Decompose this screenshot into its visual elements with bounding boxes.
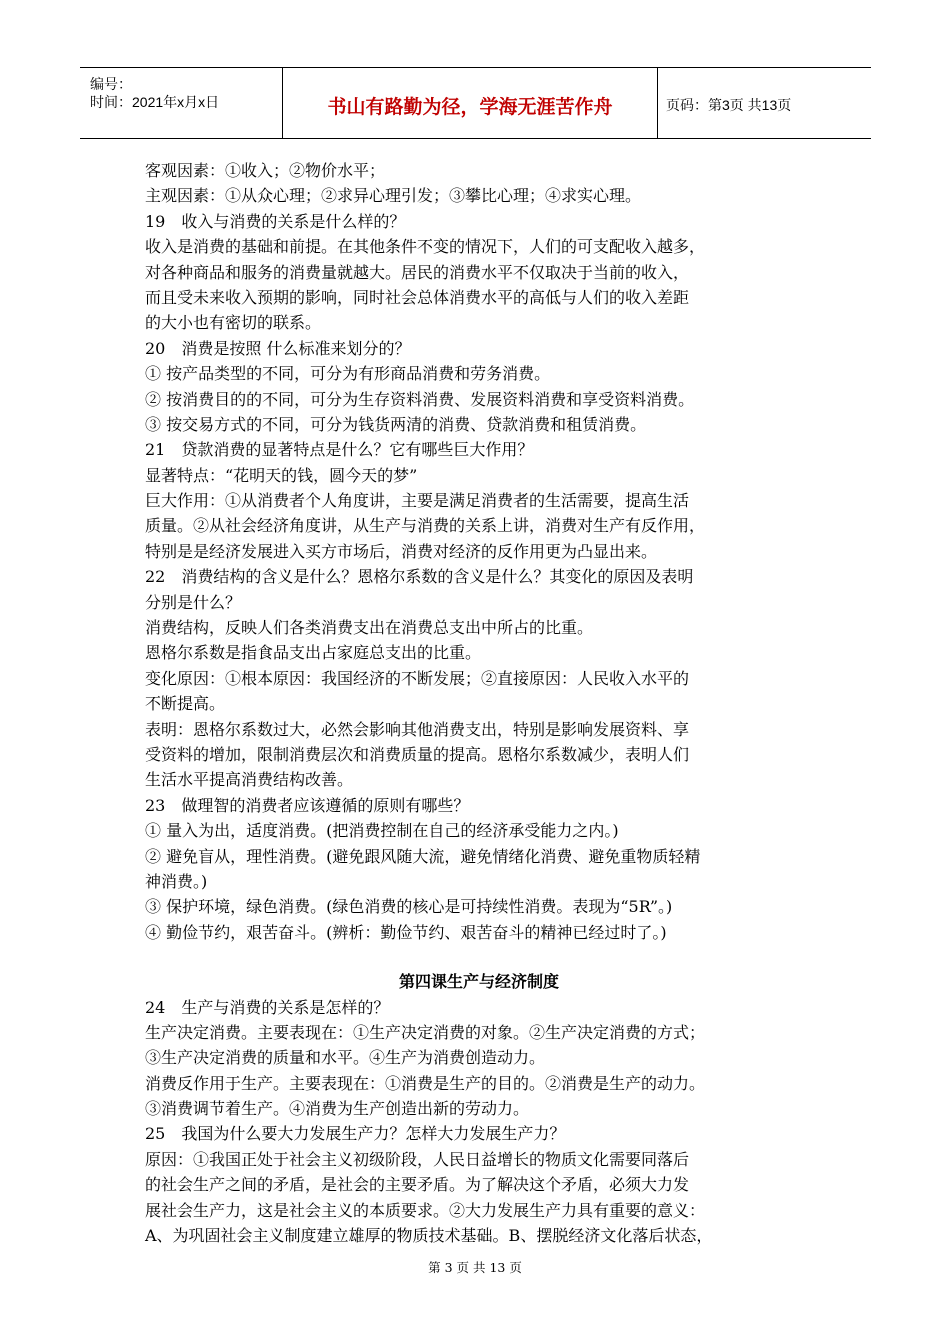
text-line: ③ 按交易方式的不同，可分为钱货两清的消费、贷款消费和租赁消费。 [145, 414, 647, 434]
text-line: A、为巩固社会主义制度建立雄厚的物质技术基础。B、摆脱经济文化落后状态， [145, 1226, 713, 1246]
text-line: ② 避免盲从，理性消费。(避免跟风随大流，避免情绪化消费、避免重物质轻精 [145, 846, 701, 866]
text-line: ① 按产品类型的不同，可分为有形商品消费和劳务消费。 [145, 364, 551, 384]
header-page-cell [658, 68, 871, 138]
text-line: 表明：恩格尔系数过大，必然会影响其他消费支出，特别是影响发展资料、享 [145, 719, 690, 739]
text-line: 客观因素：①收入；②物价水平； [145, 161, 386, 180]
header-page-info: 页码：第3页 共13页 [666, 97, 792, 113]
text-line: 收入是消费的基础和前提。在其他条件不变的情况下，人们的可支配收入越多， [145, 237, 706, 257]
text-line: 19 收入与消费的关系是什么样的？ [145, 211, 406, 231]
text-line: 原因：①我国正处于社会主义初级阶段，人民日益增长的物质文化需要同落后 [145, 1149, 690, 1169]
text-line: 对各种商品和服务的消费量就越大。居民的消费水平不仅取决于当前的收入， [145, 262, 690, 282]
text-line: ③消费调节着生产。④消费为生产创造出新的劳动力。 [145, 1099, 530, 1119]
text-line: 21 贷款消费的显著特点是什么？它有哪些巨大作用？ [145, 440, 534, 460]
text-line: ③ 保护环境，绿色消费。(绿色消费的核心是可持续性消费。表现为“5R”。) [145, 897, 673, 917]
text-line: 变化原因：①根本原因：我国经济的不断发展；②直接原因：人民收入水平的 [145, 668, 690, 688]
header-meta-cell [80, 68, 283, 138]
text-line: 特别是是经济发展进入买方市场后，消费对经济的反作用更为凸显出来。 [145, 541, 658, 561]
text-line: 22 消费结构的含义是什么？恩格尔系数的含义是什么？其变化的原因及表明 [145, 567, 694, 587]
document-number-label: 编号： [90, 76, 132, 92]
text-line: ④ 勤俭节约，艰苦奋斗。(辨析：勤俭节约、艰苦奋斗的精神已经过时了。) [145, 922, 667, 942]
text-line: 生产决定消费。主要表现在：①生产决定消费的对象。②生产决定消费的方式； [145, 1022, 706, 1042]
text-line: 受资料的增加，限制消费层次和消费质量的提高。恩格尔系数减少，表明人们 [145, 744, 690, 764]
page-footer: 第 3 页 共 13 页 [428, 1260, 522, 1275]
text-line: 23 做理智的消费者应该遵循的原则有哪些？ [145, 795, 470, 815]
text-line: 恩格尔系数是指食品支出占家庭总支出的比重。 [145, 643, 482, 663]
text-line: 20 消费是按照 什么标准来划分的？ [145, 338, 411, 358]
text-line: 24 生产与消费的关系是怎样的？ [145, 997, 390, 1017]
text-line: 而且受未来收入预期的影响，同时社会总体消费水平的高低与人们的收入差距 [145, 287, 690, 307]
text-line: 25 我国为什么要大力发展生产力？怎样大力发展生产力？ [145, 1124, 566, 1144]
text-line: ① 量入为出，适度消费。(把消费控制在自己的经济承受能力之内。) [145, 821, 619, 841]
page-header [80, 67, 871, 139]
text-line: 主观因素：①从众心理；②求异心理引发；③攀比心理；④求实心理。 [145, 186, 642, 206]
header-motto: 书山有路勤为径，学海无涯苦作舟 [327, 96, 613, 118]
text-line: 神消费。) [145, 871, 208, 891]
text-line: 生活水平提高消费结构改善。 [145, 770, 354, 790]
text-line: 显著特点：“花明天的钱，圆今天的梦” [145, 465, 418, 485]
document-date-label: 时间：2021年x月x日 [90, 94, 220, 110]
text-line: 质量。②从社会经济角度讲，从生产与消费的关系上讲，消费对生产有反作用， [145, 516, 706, 536]
text-line: ② 按消费目的的不同，可分为生存资料消费、发展资料消费和享受资料消费。 [145, 389, 695, 409]
text-line: 的社会生产之间的矛盾，是社会的主要矛盾。为了解决这个矛盾，必须大力发 [145, 1175, 690, 1195]
text-line: 消费结构，反映人们各类消费支出在消费总支出中所占的比重。 [145, 618, 594, 638]
text-line: 分别是什么？ [145, 592, 242, 612]
blank-line [145, 945, 813, 969]
text-line: 的大小也有密切的联系。 [145, 313, 322, 333]
text-line: 不断提高。 [145, 694, 226, 714]
text-line: 消费反作用于生产。主要表现在：①消费是生产的目的。②消费是生产的动力。 [145, 1073, 706, 1093]
section-title: 第四课生产与经济制度 [398, 972, 559, 992]
text-line: 展社会生产力，这是社会主义的本质要求。②大力发展生产力具有重要的意义： [145, 1200, 706, 1220]
text-line: ③生产决定消费的质量和水平。④生产为消费创造动力。 [145, 1048, 546, 1068]
document-body [145, 158, 813, 1248]
header-motto-cell [283, 68, 658, 138]
text-line: 巨大作用：①从消费者个人角度讲，主要是满足消费者的生活需要，提高生活 [145, 491, 690, 511]
